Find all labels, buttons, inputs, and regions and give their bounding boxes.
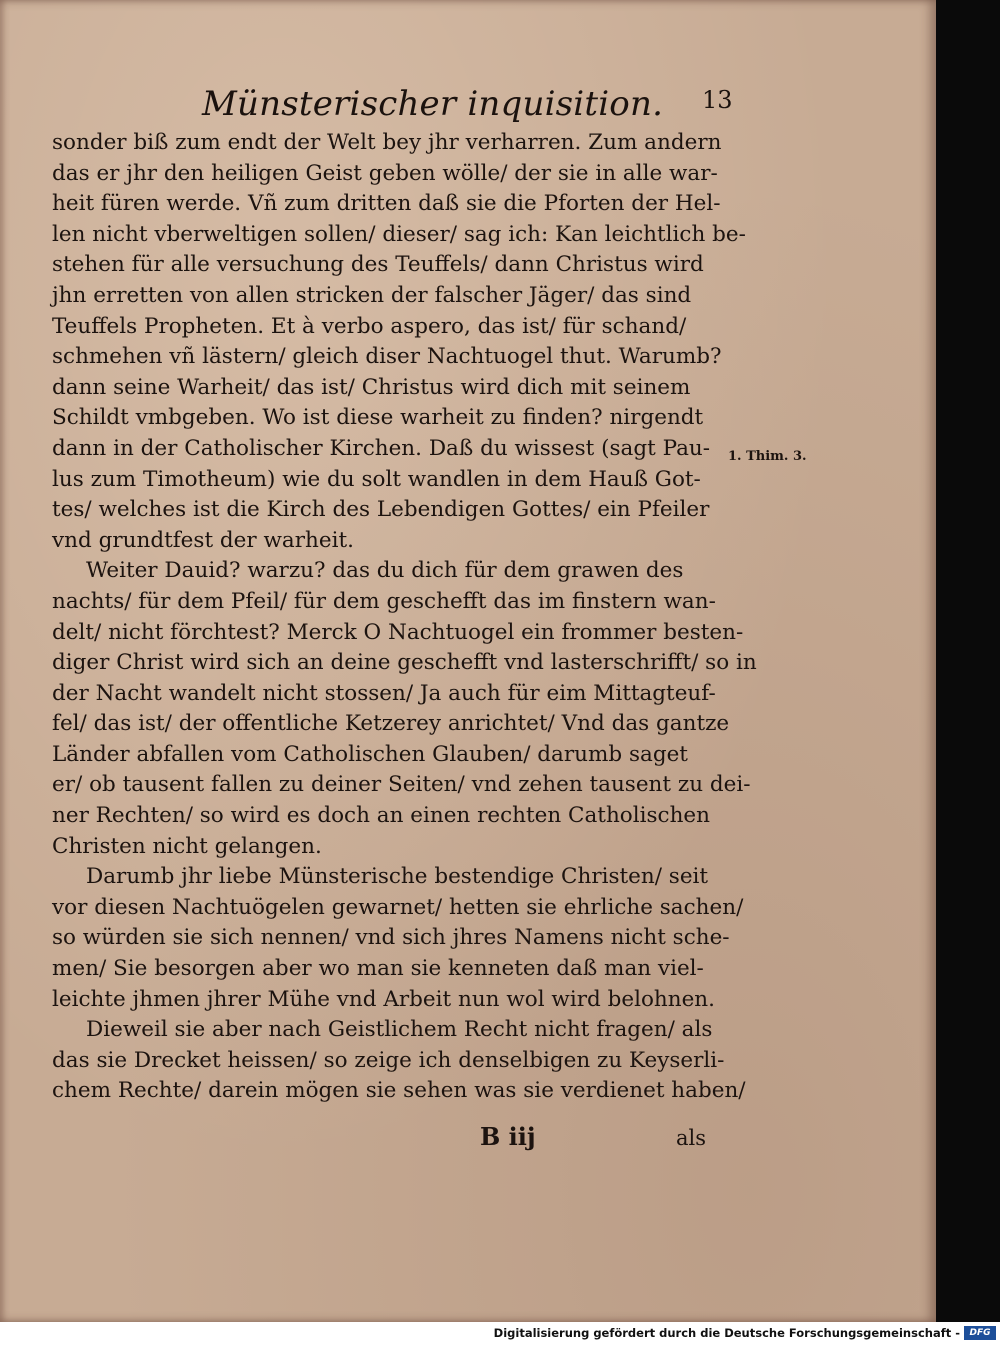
text-line: der Nacht wandelt nicht stossen/ Ja auch für eim Mittagteuf- xyxy=(52,680,716,706)
text-line: jhn erretten von allen stricken der falscher Jäger/ das sind xyxy=(52,282,692,308)
text-line: tes/ welches ist die Kirch des Lebendigen Gottes/ ein Pfeiler xyxy=(52,497,710,523)
margin-note: 1. Thim. 3. xyxy=(728,449,807,464)
text-line: schmehen vñ lästern/ gleich diser Nachtuogel thut. Warumb? xyxy=(52,344,722,370)
text-line: leichte jhmen jhrer Mühe vnd Arbeit nun wol wird belohnen. xyxy=(52,986,715,1012)
text-line: men/ Sie besorgen aber wo man sie kenneten daß man viel- xyxy=(52,956,704,982)
text-line: Schildt vmbgeben. Wo ist diese warheit zu finden? nirgendt xyxy=(52,405,704,431)
text-line: nachts/ für dem Pfeil/ für dem geschefft das im finstern wan- xyxy=(52,588,716,614)
dfg-logo: DFG xyxy=(964,1326,996,1340)
text-line: dann in der Catholischer Kirchen. Daß du wissest (sagt Pau- xyxy=(52,435,710,461)
text-line: lus zum Timotheum) wie du solt wandlen in dem Hauß Got- xyxy=(52,466,701,492)
text-line: chem Rechte/ darein mögen sie sehen was sie verdienet haben/ xyxy=(52,1078,746,1104)
page-footer xyxy=(480,1122,740,1158)
text-line: len nicht vberweltigen sollen/ dieser/ sag ich: Kan leichtlich be- xyxy=(52,221,746,247)
text-line: diger Christ wird sich an deine geschefft vnd lasterschrifft/ so in xyxy=(52,650,757,676)
signature-mark: B iij xyxy=(480,1122,536,1151)
text-line: Dieweil sie aber nach Geistlichem Recht nicht fragen/ als xyxy=(86,1017,713,1043)
text-line: er/ ob tausent fallen zu deiner Seiten/ vnd zehen tausent zu dei- xyxy=(52,772,751,798)
text-line: das sie Drecket heissen/ so zeige ich denselbigen zu Keyserli- xyxy=(52,1047,725,1073)
page-number: 13 xyxy=(702,86,733,114)
text-line: dann seine Warheit/ das ist/ Christus wird dich mit seinem xyxy=(52,374,691,400)
text-line: so würden sie sich nennen/ vnd sich jhres Namens nicht sche- xyxy=(52,925,730,951)
text-line: heit füren werde. Vñ zum dritten daß sie die Pforten der Hel- xyxy=(52,191,721,217)
credit-text: Digitalisierung gefördert durch die Deutsche Forschungsgemeinschaft - xyxy=(493,1326,960,1340)
text-line: stehen für alle versuchung des Teuffels/ dann Christus wird xyxy=(52,252,704,278)
text-line: Darumb jhr liebe Münsterische bestendige Christen/ seit xyxy=(86,864,709,890)
text-line: Christen nicht gelangen. xyxy=(52,833,322,859)
text-line: delt/ nicht förchtest? Merck O Nachtuogel ein frommer besten- xyxy=(52,619,744,645)
scan-border xyxy=(936,0,1000,1322)
text-line: ner Rechten/ so wird es doch an einen rechten Catholischen xyxy=(52,803,710,829)
catchword: als xyxy=(676,1126,707,1150)
running-header xyxy=(202,84,742,128)
text-line: Weiter Dauid? warzu? das du dich für dem grawen des xyxy=(86,558,684,584)
text-line: Teuffels Propheten. Et à verbo aspero, das ist/ für schand/ xyxy=(52,313,687,339)
text-line: fel/ das ist/ der offentliche Ketzerey anrichtet/ Vnd das gantze xyxy=(52,711,730,737)
text-line: das er jhr den heiligen Geist geben wölle/ der sie in alle war- xyxy=(52,160,718,186)
running-title: Münsterischer inquisition. xyxy=(202,84,664,124)
text-line: sonder biß zum endt der Welt bey jhr verharren. Zum andern xyxy=(52,130,722,155)
text-line: Länder abfallen vom Catholischen Glauben/ darumb saget xyxy=(52,741,688,767)
credit-bar xyxy=(0,1322,1000,1345)
text-line: vnd grundtfest der warheit. xyxy=(52,527,354,553)
body-text xyxy=(52,128,757,1107)
text-line: vor diesen Nachtuögelen gewarnet/ hetten sie ehrliche sachen/ xyxy=(52,894,744,920)
